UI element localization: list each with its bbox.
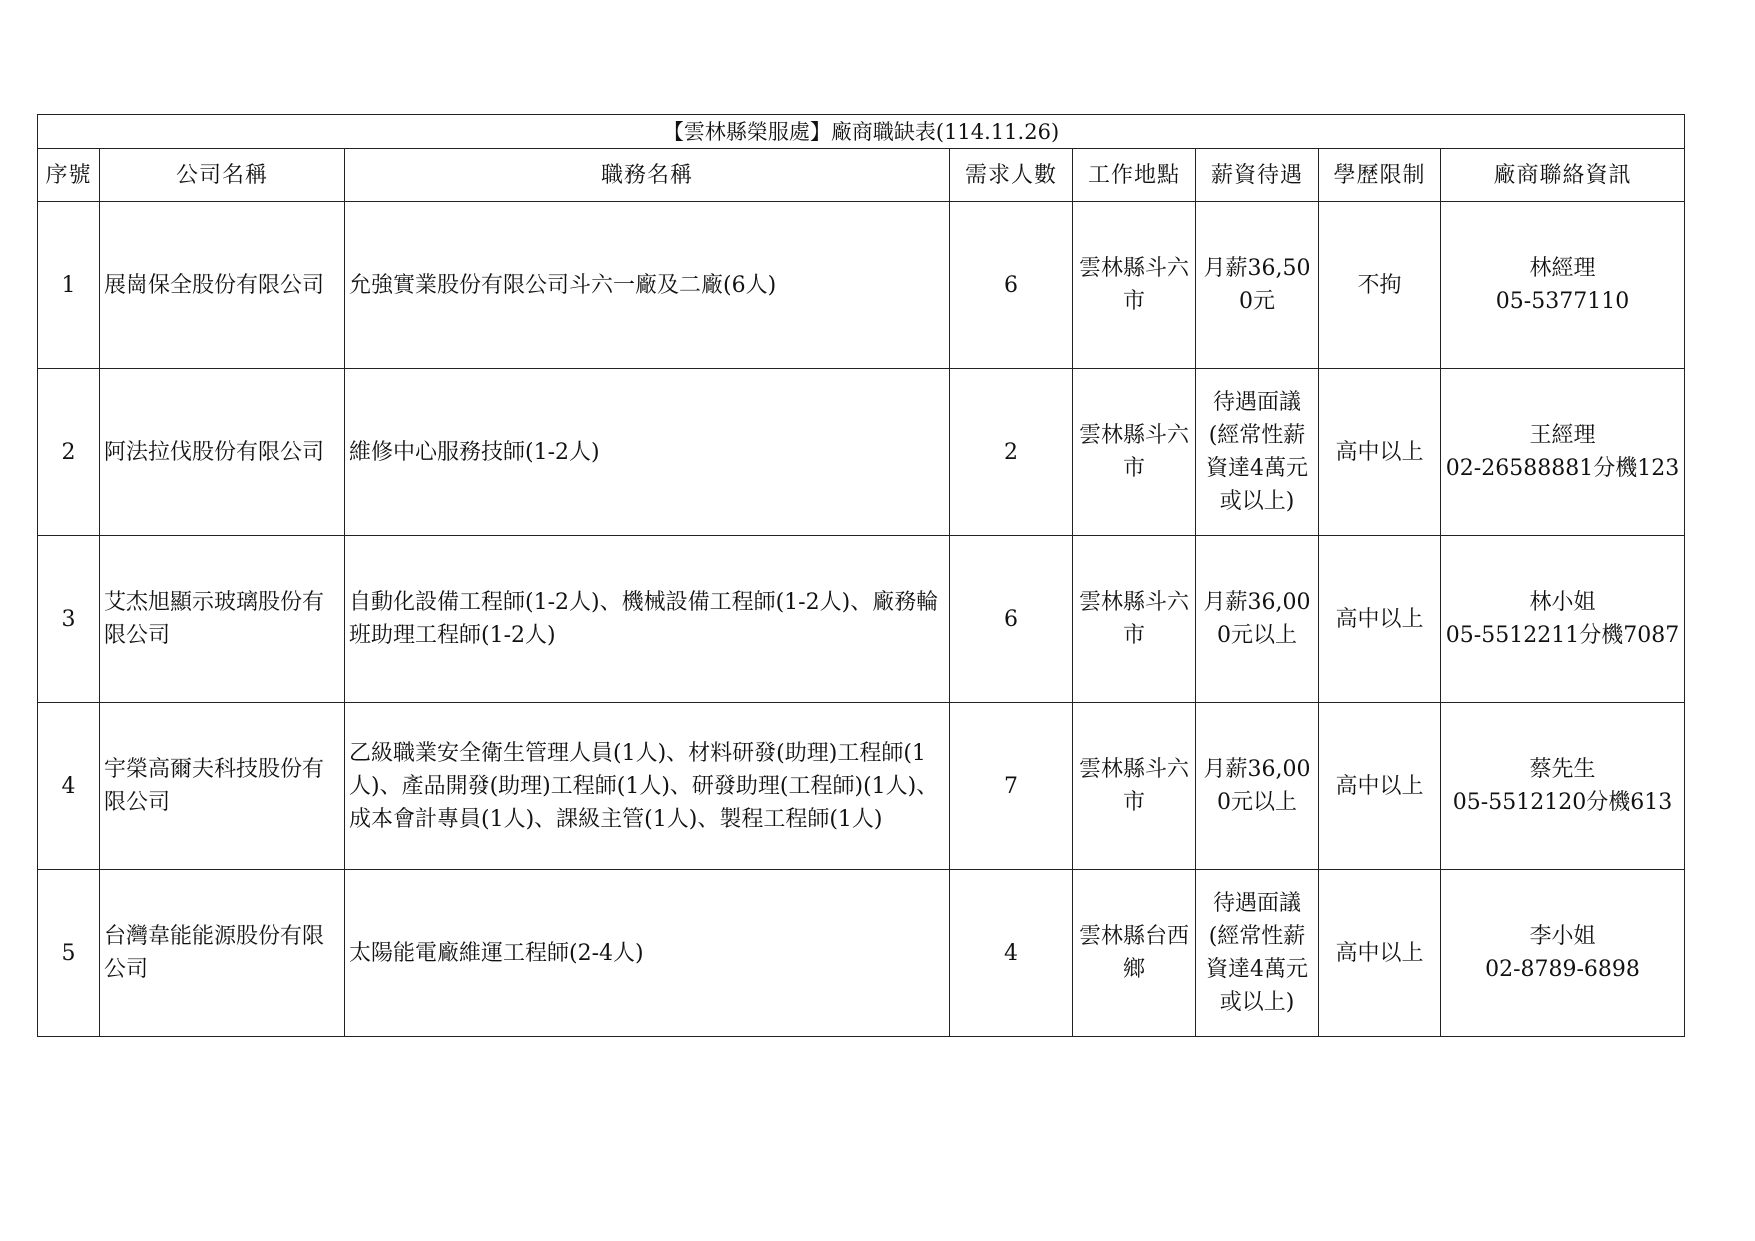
cell-position: 乙級職業安全衛生管理人員(1人)、材料研發(助理)工程師(1人)、產品開發(助理)工程師(1人)、研發助理(工程師)(1人)、成本會計專員(1人)、課級主管(1人)、製程工程師(1人)	[345, 703, 950, 870]
table-row	[38, 536, 1685, 703]
cell-contact	[1441, 202, 1685, 369]
cell-location: 雲林縣斗六市	[1073, 703, 1196, 870]
contact-name: 林經理	[1529, 256, 1596, 281]
cell-no: 5	[38, 870, 100, 1037]
contact-phone: 05-5377110	[1495, 289, 1630, 314]
column-header-no: 序號	[38, 149, 100, 202]
cell-salary: 月薪36,000元以上	[1196, 703, 1319, 870]
table-row	[38, 202, 1685, 369]
table-row	[38, 870, 1685, 1037]
cell-position: 允強實業股份有限公司斗六一廠及二廠(6人)	[345, 202, 950, 369]
cell-contact	[1441, 703, 1685, 870]
header-row	[38, 149, 1685, 202]
column-header-position: 職務名稱	[345, 149, 950, 202]
cell-company: 宇榮高爾夫科技股份有限公司	[100, 703, 345, 870]
column-header-location: 工作地點	[1073, 149, 1196, 202]
cell-company: 艾杰旭顯示玻璃股份有限公司	[100, 536, 345, 703]
column-header-headcount: 需求人數	[950, 149, 1073, 202]
cell-company: 台灣韋能能源股份有限公司	[100, 870, 345, 1037]
cell-no: 3	[38, 536, 100, 703]
job-vacancy-sheet	[37, 114, 1684, 1037]
cell-headcount: 6	[950, 202, 1073, 369]
cell-location: 雲林縣斗六市	[1073, 369, 1196, 536]
column-header-salary: 薪資待遇	[1196, 149, 1319, 202]
cell-contact	[1441, 369, 1685, 536]
contact-name: 林小姐	[1529, 590, 1596, 615]
contact-phone: 05-5512211分機7087	[1445, 623, 1680, 648]
cell-salary: 月薪36,500元	[1196, 202, 1319, 369]
contact-phone: 02-8789-6898	[1485, 957, 1640, 982]
column-header-company: 公司名稱	[100, 149, 345, 202]
cell-contact	[1441, 870, 1685, 1037]
contact-name: 李小姐	[1529, 924, 1596, 949]
title-row	[38, 115, 1685, 149]
cell-salary: 待遇面議(經常性薪資達4萬元或以上)	[1196, 870, 1319, 1037]
cell-no: 4	[38, 703, 100, 870]
cell-education: 高中以上	[1319, 536, 1441, 703]
cell-position: 自動化設備工程師(1-2人)、機械設備工程師(1-2人)、廠務輪班助理工程師(1-2人)	[345, 536, 950, 703]
table-row	[38, 369, 1685, 536]
job-vacancy-table	[37, 114, 1685, 1037]
cell-education: 不拘	[1319, 202, 1441, 369]
cell-headcount: 7	[950, 703, 1073, 870]
cell-salary: 待遇面議(經常性薪資達4萬元或以上)	[1196, 369, 1319, 536]
contact-phone: 02-26588881分機123	[1445, 456, 1680, 481]
cell-location: 雲林縣斗六市	[1073, 202, 1196, 369]
cell-location: 雲林縣斗六市	[1073, 536, 1196, 703]
contact-name: 王經理	[1529, 423, 1596, 448]
cell-education: 高中以上	[1319, 369, 1441, 536]
cell-salary: 月薪36,000元以上	[1196, 536, 1319, 703]
cell-company: 展崗保全股份有限公司	[100, 202, 345, 369]
cell-headcount: 6	[950, 536, 1073, 703]
cell-company: 阿法拉伐股份有限公司	[100, 369, 345, 536]
column-header-contact: 廠商聯絡資訊	[1441, 149, 1685, 202]
cell-location: 雲林縣台西鄉	[1073, 870, 1196, 1037]
cell-no: 2	[38, 369, 100, 536]
cell-no: 1	[38, 202, 100, 369]
table-row	[38, 703, 1685, 870]
cell-headcount: 2	[950, 369, 1073, 536]
table-title: 【雲林縣榮服處】廠商職缺表(114.11.26)	[38, 115, 1685, 149]
contact-name: 蔡先生	[1529, 757, 1596, 782]
cell-contact	[1441, 536, 1685, 703]
cell-education: 高中以上	[1319, 703, 1441, 870]
cell-position: 太陽能電廠維運工程師(2-4人)	[345, 870, 950, 1037]
contact-phone: 05-5512120分機613	[1452, 790, 1673, 815]
column-header-education: 學歷限制	[1319, 149, 1441, 202]
cell-headcount: 4	[950, 870, 1073, 1037]
cell-education: 高中以上	[1319, 870, 1441, 1037]
cell-position: 維修中心服務技師(1-2人)	[345, 369, 950, 536]
